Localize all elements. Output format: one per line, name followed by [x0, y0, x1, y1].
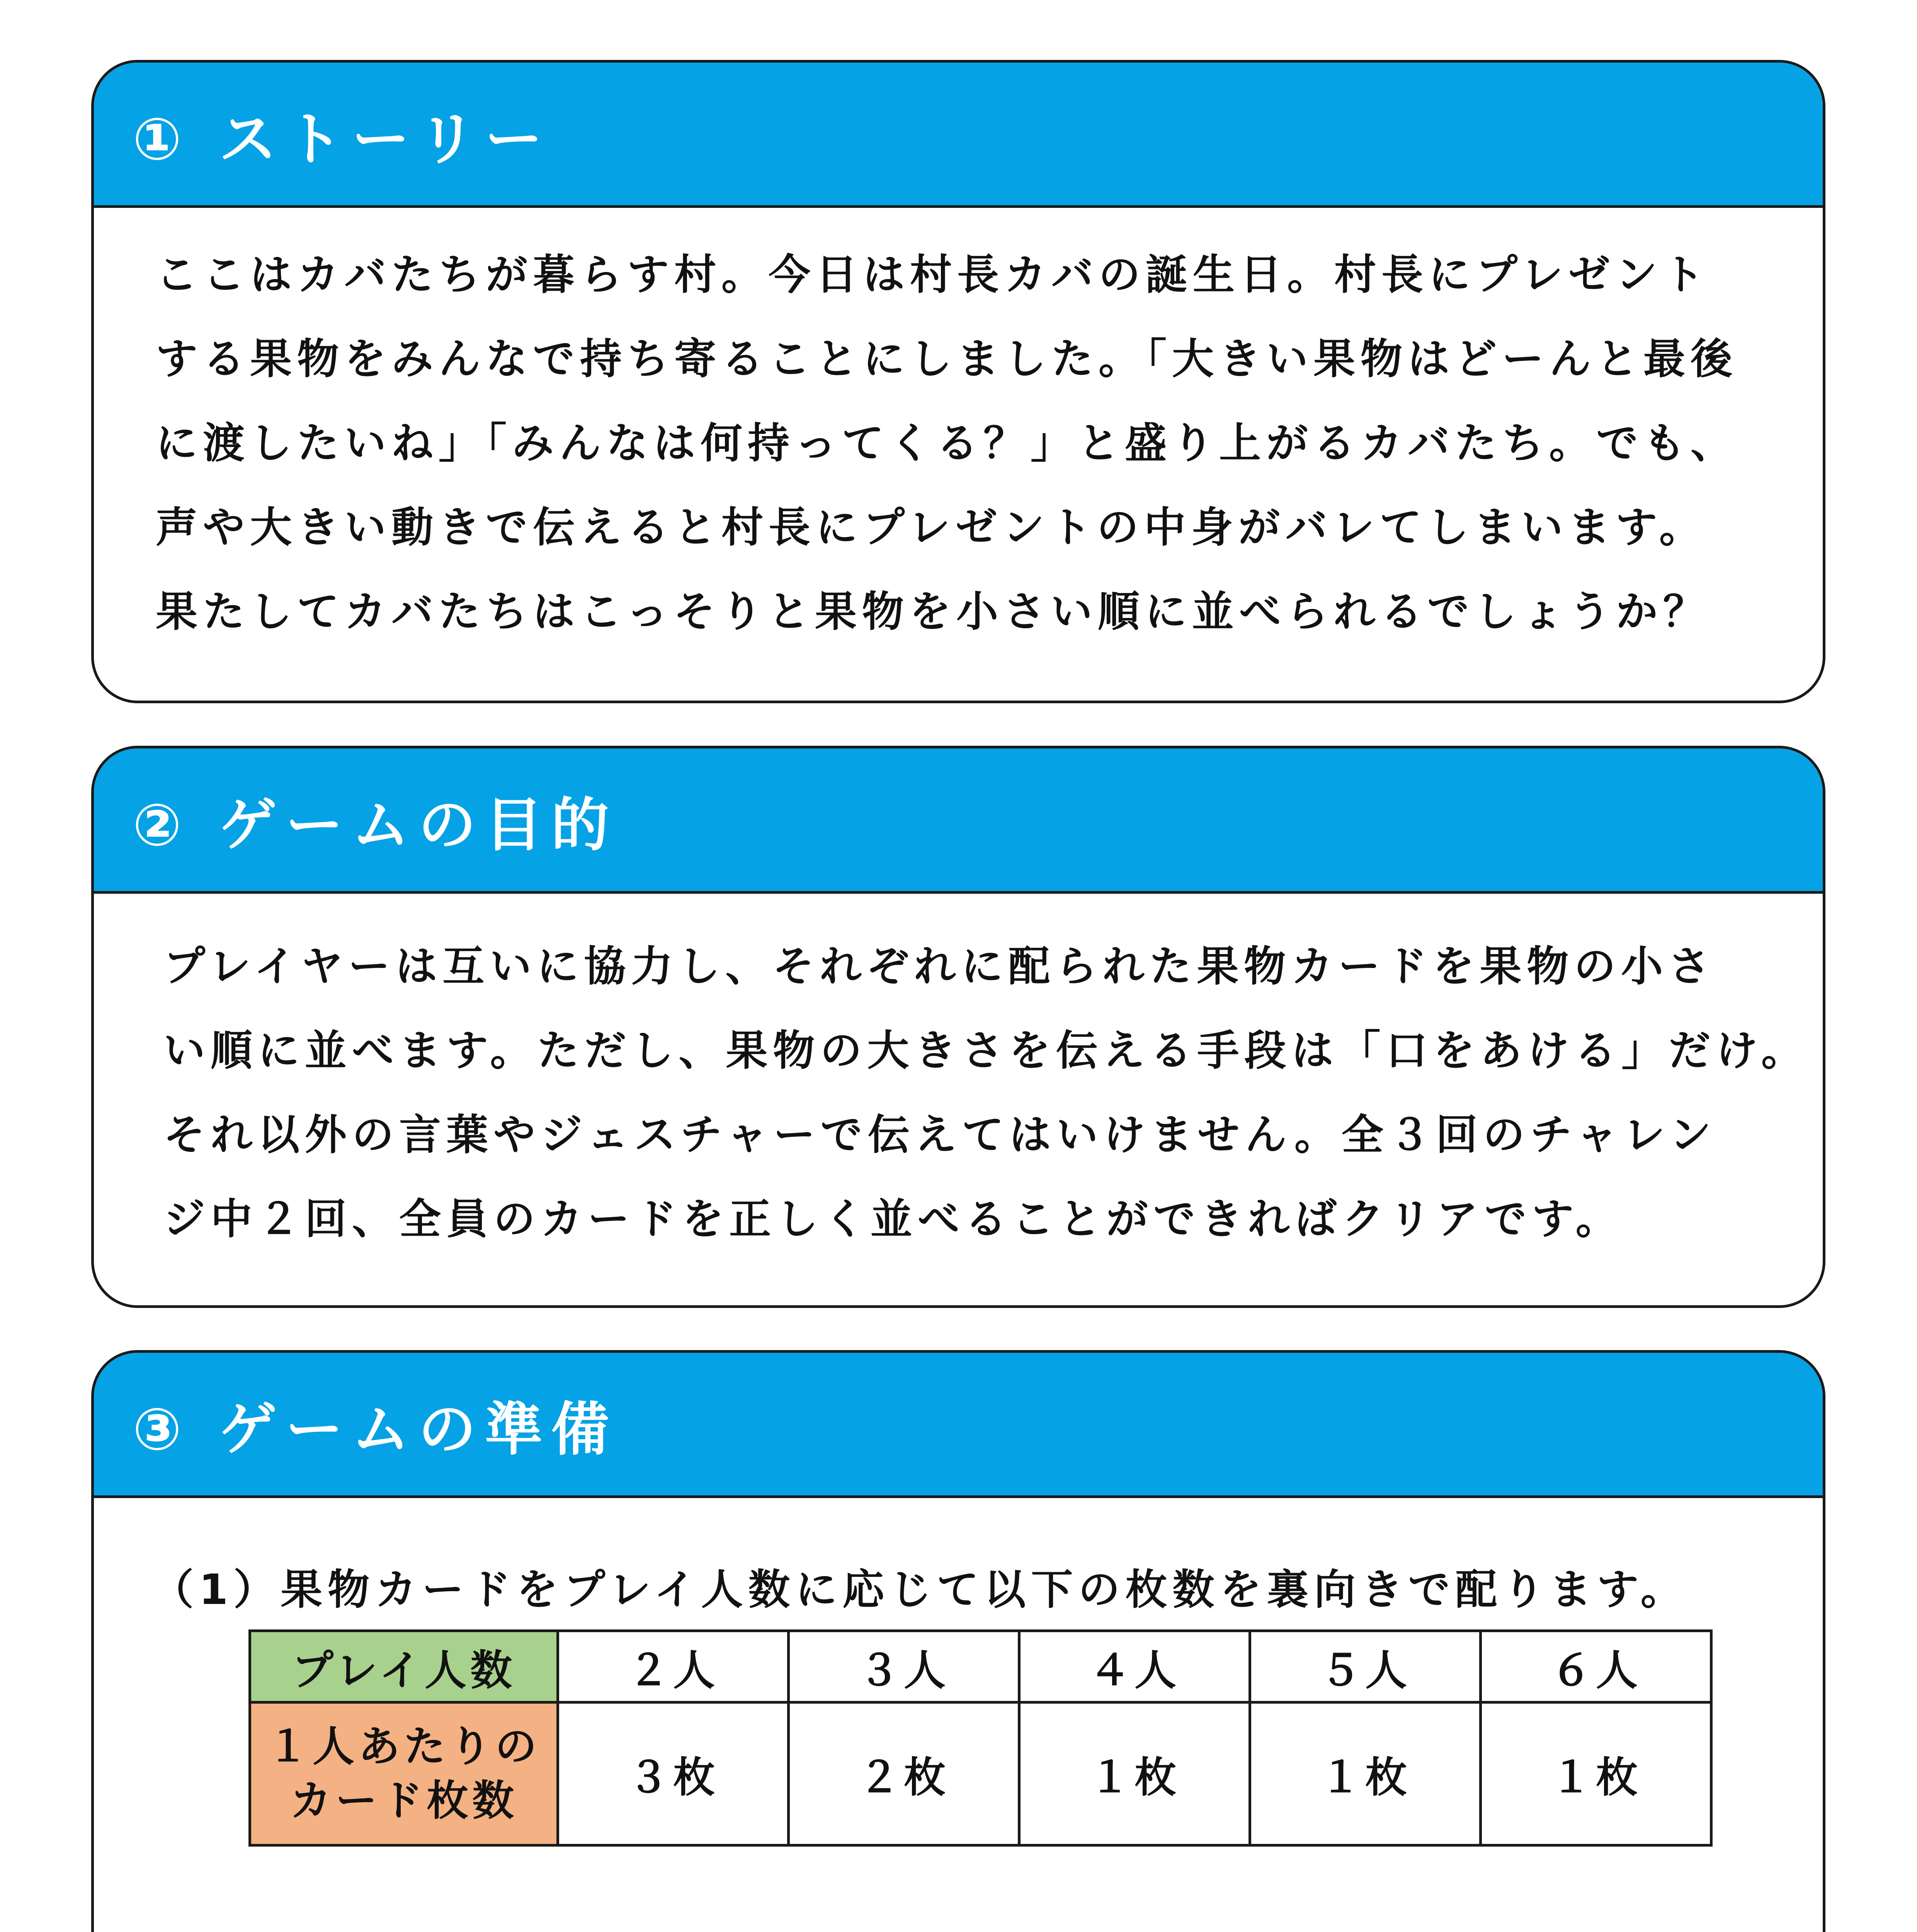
- cards-header-line1: １人あたりの: [267, 1722, 541, 1771]
- story-section: [91, 60, 1825, 703]
- story-line: 果たしてカバたちはこっそりと果物を小さい順に並べられるでしょうか？: [156, 588, 1710, 636]
- card-count-table: [248, 1629, 1713, 1847]
- players-cell: ２人: [558, 1631, 789, 1702]
- story-line: に渡したいね」「みんなは何持ってくる？」と盛り上がるカバたち。でも、: [156, 419, 1738, 468]
- players-cell: ６人: [1481, 1631, 1711, 1702]
- goal-title: ② ゲームの目的: [133, 791, 618, 859]
- story-line: ここはカバたちが暮らす村。今日は村長カバの誕生日。村長にプレゼント: [156, 251, 1710, 299]
- story-title: ① ストーリー: [133, 105, 551, 173]
- prep-section: [91, 1350, 1825, 1932]
- goal-line: それ以外の言葉やジェスチャーで伝えてはいけません。全３回のチャレン: [163, 1111, 1716, 1159]
- players-cell: ３人: [789, 1631, 1019, 1702]
- prep-header: [94, 1353, 1823, 1498]
- players-cell: ４人: [1019, 1631, 1250, 1702]
- prep-body: [94, 1498, 1823, 1932]
- story-body: [94, 208, 1823, 654]
- story-line: する果物をみんなで持ち寄ることにしました。「大きい果物はどーんと最後: [156, 335, 1738, 383]
- table-row-players: [250, 1631, 1711, 1702]
- goal-line: プレイヤーは互いに協力し、それぞれに配られた果物カードを果物の小さ: [163, 942, 1716, 991]
- cards-cell: ３枚: [558, 1702, 789, 1845]
- cards-cell: １枚: [1481, 1702, 1711, 1845]
- story-header: [94, 63, 1823, 208]
- step-1: （1）果物カードをプレイ人数に応じて以下の枚数を裏向きで配ります。: [152, 1566, 1688, 1614]
- cards-header-line2: カード枚数: [289, 1776, 518, 1825]
- cards-cell: １枚: [1019, 1702, 1250, 1845]
- goal-body: [94, 894, 1823, 1262]
- players-header: プレイ人数: [250, 1631, 558, 1702]
- cards-cell: １枚: [1250, 1702, 1481, 1845]
- goal-line: ジ中２回、全員のカードを正しく並べることができればクリアです。: [163, 1195, 1623, 1243]
- goal-section: [91, 746, 1825, 1308]
- players-cell: ５人: [1250, 1631, 1481, 1702]
- cards-cell: ２枚: [789, 1702, 1019, 1845]
- story-line: 声や大きい動きで伝えると村長にプレゼントの中身がバレてしまいます。: [156, 503, 1707, 552]
- cards-header: [250, 1702, 558, 1845]
- goal-line: い順に並べます。ただし、果物の大きさを伝える手段は「口をあける」だけ。: [163, 1027, 1809, 1075]
- goal-header: [94, 748, 1823, 894]
- table-row-cards: [250, 1702, 1711, 1845]
- prep-title: ③ ゲームの準備: [133, 1396, 618, 1463]
